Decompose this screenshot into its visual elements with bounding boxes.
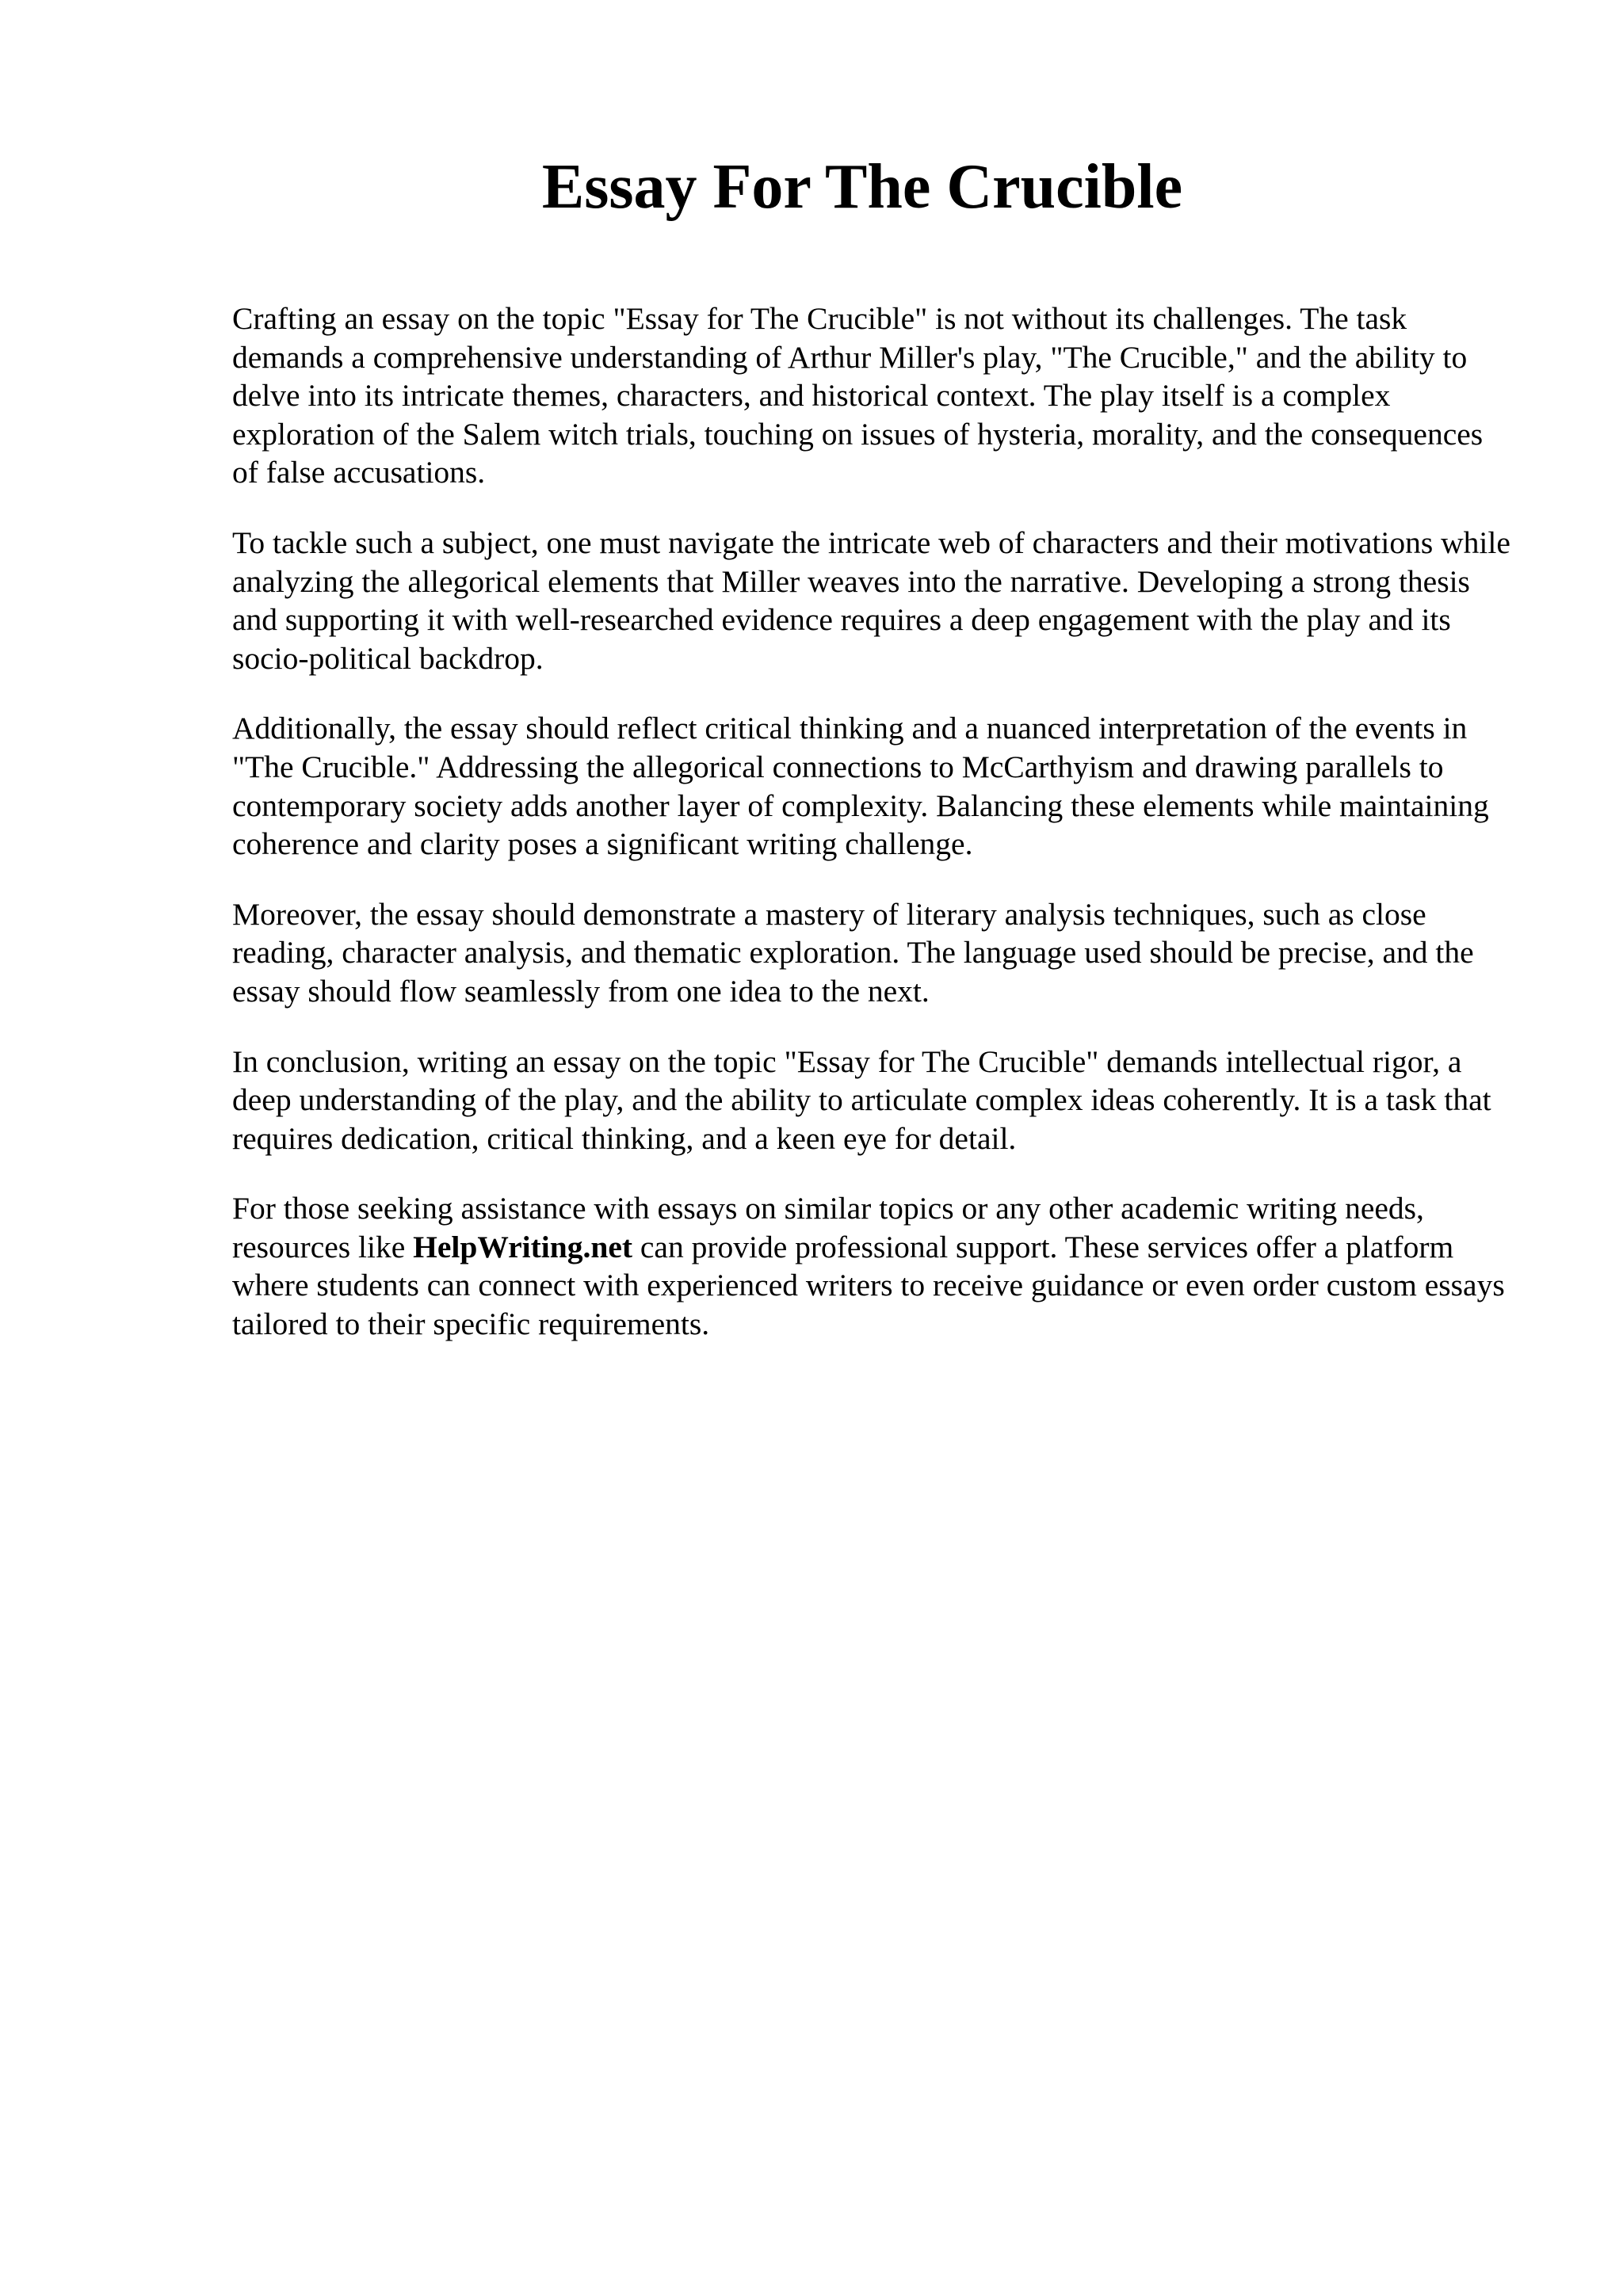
paragraph-2: To tackle such a subject, one must navigate the intricate web of characters and their motivations while analyzing the allegorical elements that Miller weaves into the narrative. Developing a strong thesis and supporting it with well-researched evidence requires a deep engagement with the play and its socio-political backdrop. <box>232 524 1510 676</box>
paragraph-4: Moreover, the essay should demonstrate a mastery of literary analysis techniques, such as close reading, character analysis, and thematic exploration. The language used should be precise, and the essay should flow seamlessly from one idea to the next. <box>232 896 1474 1009</box>
paragraph-6 <box>232 1189 1516 1343</box>
paragraph-6-text-before: For those seeking assistance with essays on similar topics or any other academic writing needs, resources like <box>232 1191 1424 1264</box>
helpwriting-link[interactable]: HelpWriting.net <box>413 1229 633 1264</box>
document-title: Essay For The Crucible <box>541 152 1183 222</box>
document-body <box>232 299 1516 1375</box>
paragraph-5: In conclusion, writing an essay on the topic "Essay for The Crucible" demands intellectual rigor, a deep understanding of the play, and the ability to articulate complex ideas coherently. It is a task that requires dedication, critical thinking, and a keen eye for detail. <box>232 1043 1491 1156</box>
paragraph-6-text-after: can provide professional support. These services offer a platform where students can connect with experienced writers to receive guidance or even order custom essays tailored to their specific requirements. <box>232 1229 1505 1342</box>
paragraph-3: Additionally, the essay should reflect critical thinking and a nuanced interpretation of the events in "The Crucible." Addressing the allegorical connections to McCarthyism and drawing parallels to contemporary society adds another layer of complexity. Balancing these elements while maintaining coherence and clarity poses a significant writing challenge. <box>232 711 1489 862</box>
paragraph-1: Crafting an essay on the topic "Essay for The Crucible" is not without its challenges. The task demands a comprehensive understanding of Arthur Miller's play, "The Crucible," and the ability to delve into its intricate themes, characters, and historical context. The play itself is a complex exploration of the Salem witch trials, touching on issues of hysteria, morality, and the consequences of false accusations. <box>232 301 1484 490</box>
